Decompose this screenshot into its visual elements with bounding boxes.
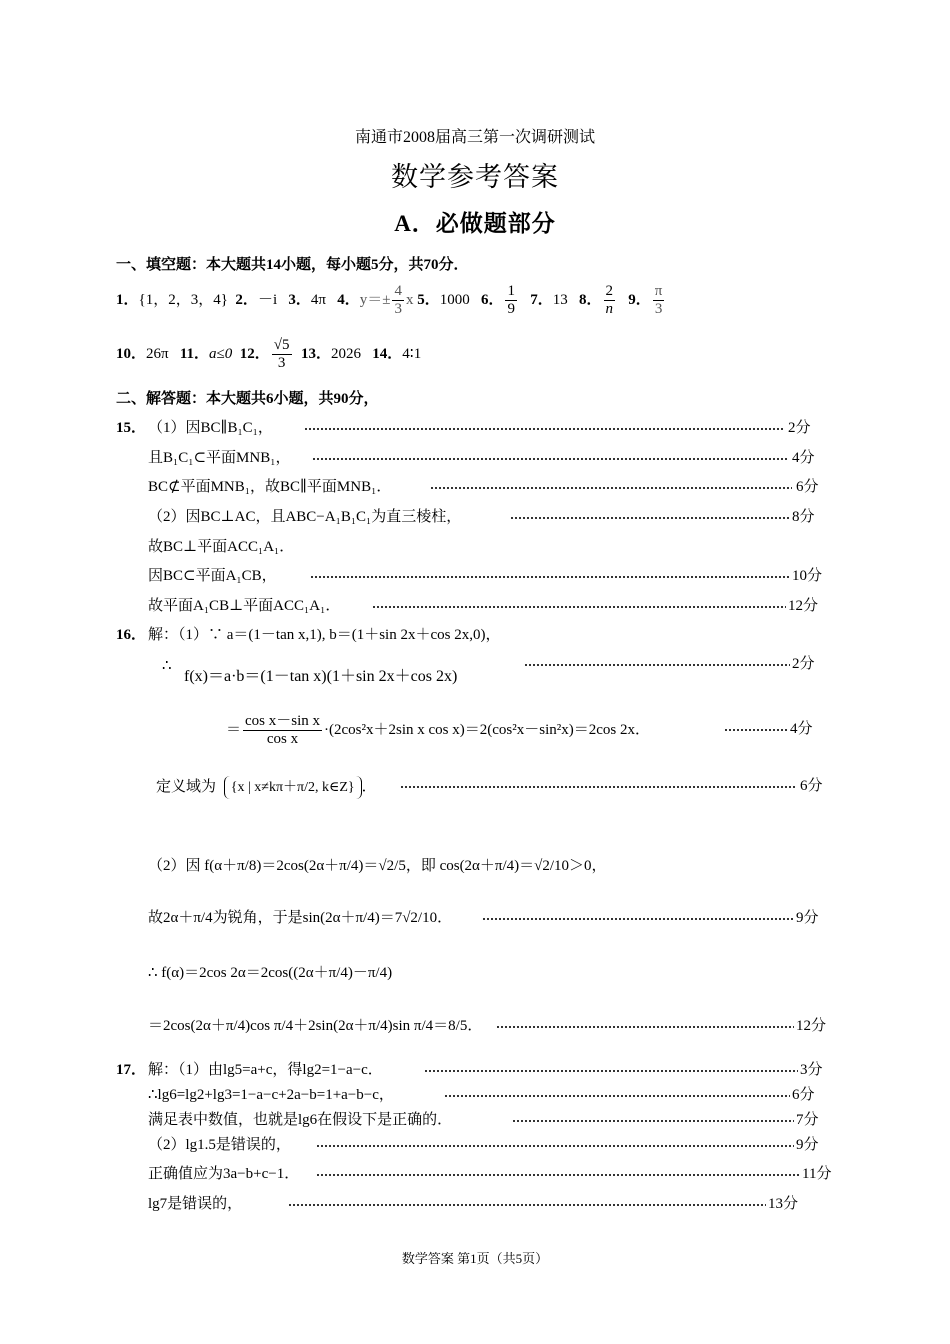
q16-points-2: 2分 [792, 656, 815, 672]
dot-leader [510, 517, 790, 519]
q2-number: 2． [235, 292, 258, 308]
q16-number: 16． [116, 627, 147, 643]
dot-leader [304, 428, 784, 430]
dot-leader [724, 729, 788, 731]
fill-answers-row-2 [116, 334, 421, 374]
q15-line-7: 故平面A₁CB⊥平面ACC₁A₁． [148, 598, 341, 614]
q4-number: 4． [337, 292, 360, 308]
section-1-heading: 一、填空题：本大题共14小题，每小题5分，共70分． [116, 257, 469, 273]
q15-line-2: 且B₁C₁⊂平面MNB₁， [148, 450, 291, 466]
dot-leader [316, 1174, 800, 1176]
q12-denominator: 3 [277, 355, 286, 372]
page-title: 数学参考答案 [391, 162, 559, 192]
q9-fraction [653, 283, 665, 318]
q16-line-1: 解：（1）∵ a＝(1－tan x,1), b＝(1＋sin 2x＋cos 2x,0)， [148, 627, 501, 643]
q6-numerator: 1 [507, 283, 515, 300]
q17-points-2: 6分 [792, 1087, 815, 1103]
q10-number: 10． [116, 346, 147, 362]
q17-line-6: lg7是错误的， [148, 1196, 243, 1212]
q1-number: 1． [116, 292, 139, 308]
fill-answers-row-1 [116, 280, 666, 320]
q8-numerator: 2 [605, 283, 614, 300]
q7-answer: 13 [552, 292, 568, 308]
q16-points-3: 4分 [790, 721, 813, 737]
q13-number: 13． [301, 346, 332, 362]
q16-line-2: f(x)＝a·b＝(1－tan x)(1＋sin 2x＋cos 2x) [184, 668, 458, 685]
dot-leader [524, 664, 790, 666]
q9-denominator: 3 [654, 301, 663, 318]
q15-points-1: 2分 [788, 420, 811, 436]
q15-points-7: 12分 [788, 598, 819, 614]
q5-number: 5． [417, 292, 440, 308]
q11-answer: a≤0 [209, 346, 233, 362]
q14-number: 14． [372, 346, 403, 362]
q17-points-1: 3分 [800, 1062, 823, 1078]
q12-numerator: √5 [273, 337, 290, 354]
q16-points-6: 9分 [796, 910, 819, 926]
q8-fraction [604, 283, 616, 318]
dot-leader [512, 1120, 794, 1122]
dot-leader [430, 487, 792, 489]
q6-number: 6． [480, 292, 504, 308]
dot-leader [310, 576, 790, 578]
q6-denominator: 9 [507, 301, 515, 318]
dot-leader [444, 1095, 790, 1097]
q17-points-5: 11分 [802, 1166, 832, 1182]
domain-set: {x | x≠kπ＋π/2, k∈Z} [224, 776, 362, 799]
q16-line-3: ＝ $\frac{\text{cos x－sin x}}{\text{cos x}}$ ·(2cos²x＋2sin x cos x)＝2(cos²x－sin²x)＝2cos 2x． [226, 713, 650, 748]
dot-leader [424, 1070, 798, 1072]
q16-line-6: 故2α＋π/4为锐角，于是sin(2α＋π/4)＝7√2/10． [148, 910, 453, 926]
q16-line-3-rest: ·(2cos²x＋2sin x cos x)＝2(cos²x－sin²x)＝2cos 2x． [324, 722, 650, 738]
q16-line-7: ∴ f(α)＝2cos 2α＝2cos((2α＋π/4)－π/4) [148, 965, 393, 981]
q2-answer: －i [257, 292, 278, 308]
q17-number: 17． [116, 1062, 147, 1078]
q17-line-2: ∴lg6=lg2+lg3=1−a−c+2a−b=1+a−b−c， [148, 1087, 394, 1103]
therefore-symbol: ∴ [162, 658, 172, 674]
q17-points-4: 9分 [796, 1137, 819, 1153]
q3-number: 3． [288, 292, 311, 308]
dot-leader [316, 1145, 794, 1147]
q15-line-1: （1）因BC∥B₁C₁， [148, 420, 273, 436]
q7-number: 7． [530, 292, 553, 308]
q4-answer-prefix: y＝± [359, 292, 391, 308]
q15-line-5: 故BC⊥平面ACC₁A₁． [148, 539, 295, 555]
q15-points-6: 10分 [792, 568, 823, 584]
q3-answer: 4π [310, 292, 326, 308]
q4-numerator: 4 [394, 283, 402, 300]
q15-points-2: 4分 [792, 450, 815, 466]
q9-number: 9． [628, 292, 651, 308]
q16-line-8: ＝2cos(2α＋π/4)cos π/4＋2sin(2α＋π/4)sin π/4＝8/5． [148, 1018, 483, 1034]
q10-answer: 26π [146, 346, 169, 362]
part-heading: A．必做题部分 [394, 211, 556, 236]
q8-denominator: n [605, 301, 614, 318]
dot-leader [288, 1204, 766, 1206]
q16-line-3-numerator: cos x－sin x [245, 713, 321, 730]
q15-points-3: 6分 [796, 479, 819, 495]
q16-points-8: 12分 [796, 1018, 827, 1034]
dot-leader [496, 1026, 794, 1028]
q4-fraction [392, 283, 404, 318]
page-footer: 数学答案 第1页（共5页） [401, 1251, 549, 1266]
q4-denominator: 3 [394, 301, 402, 318]
q17-points-3: 7分 [796, 1112, 819, 1128]
q17-line-4: （2）lg1.5是错误的， [148, 1137, 291, 1153]
q1-answer: {1，2，3，4} [138, 292, 228, 308]
q5-answer: 1000 [439, 292, 470, 308]
q15-line-3: BC⊄平面MNB₁，故BC∥平面MNB₁． [148, 479, 392, 495]
q15-number: 15． [116, 420, 147, 436]
exam-subtitle: 南通市2008届高三第一次调研测试 [354, 129, 595, 146]
dot-leader [400, 786, 796, 788]
q16-points-4: 6分 [800, 778, 823, 794]
q17-points-6: 13分 [768, 1196, 799, 1212]
dot-leader [312, 458, 788, 460]
dot-leader [482, 918, 794, 920]
q11-number: 11． [179, 346, 210, 362]
q17-line-3: 满足表中数值，也就是lg6在假设下是正确的． [148, 1112, 453, 1128]
q14-answer: 4∶1 [402, 346, 422, 362]
q4-answer-suffix: x [405, 292, 414, 308]
q15-line-4: （2）因BC⊥AC，且ABC−A₁B₁C₁为直三棱柱， [148, 509, 462, 525]
q17-line-1: 解：（1）由lg5=a+c，得lg2=1−a−c． [148, 1062, 383, 1078]
q8-number: 8． [579, 292, 602, 308]
q13-answer: 2026 [331, 346, 362, 362]
q12-number: 12． [239, 346, 270, 362]
q16-line-3-fraction [243, 713, 322, 748]
q9-numerator: π [654, 283, 663, 300]
q17-line-5: 正确值应为3a−b+c−1． [148, 1166, 300, 1182]
q12-fraction [272, 337, 292, 372]
q16-line-5: （2）因 f(α＋π/8)＝2cos(2α＋π/4)＝√2/5，即 cos(2α＋π/4)＝√2/10＞0， [148, 858, 607, 874]
q16-line-4-suffix: ． [361, 779, 377, 795]
q6-fraction [505, 283, 517, 318]
q15-points-4: 8分 [792, 509, 815, 525]
q16-line-3-denominator: cos x [266, 731, 299, 748]
q16-line-4-prefix: 定义域为 [156, 779, 217, 795]
dot-leader [372, 606, 786, 608]
section-2-heading: 二、解答题：本大题共6小题，共90分， [116, 391, 379, 407]
q16-line-4 [156, 777, 377, 798]
q15-line-6: 因BC⊂平面A₁CB， [148, 568, 277, 584]
